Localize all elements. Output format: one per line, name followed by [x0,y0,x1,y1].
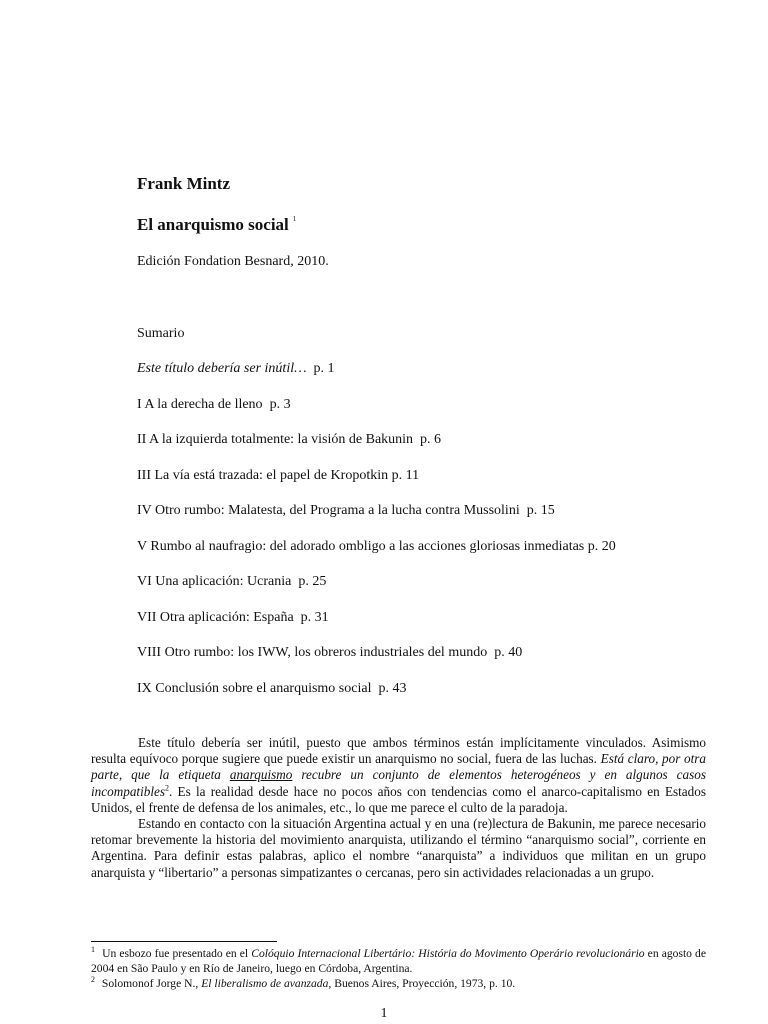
page-number: 1 [380,1006,388,1021]
footnotes [91,947,706,991]
toc-entry-text: IX Conclusión sobre el anarquismo social [137,680,372,696]
footnote-text: en agosto de 2004 en São Paulo y en Río de Janeiro, luego en Córdoba, Argentina. [91,947,706,975]
toc-entry-page: p. 15 [526,503,555,518]
toc-entry-page: p. 43 [378,680,407,696]
toc-entry-page: p. 20 [587,538,616,554]
toc-entry-page: p. 31 [300,609,329,625]
toc-entry-page: p. 25 [298,574,327,589]
table-of-contents [137,360,616,715]
toc-entry[interactable] [137,360,616,396]
toc-entry[interactable] [137,431,616,467]
toc-entry-text: V Rumbo al naufragio: del adorado ombligo a las acciones gloriosas inmediatas [137,538,585,554]
toc-entry-text: I A la derecha de lleno [137,396,263,412]
toc-entry-text: VIII Otro rumbo: los IWW, los obreros industriales del mundo [137,645,488,660]
toc-entry[interactable] [137,467,616,503]
author-name: Frank Mintz [137,174,231,193]
toc-entry-page: p. 3 [269,396,291,412]
toc-entry[interactable] [137,396,616,432]
footnote-number: 2 [91,974,95,984]
footnote-italic: El liberalismo de avanzada, [201,976,332,990]
body-text-run: . Es la realidad desde hace no pocos años con tendencias como el anarco-capitalismo en Estados Unidos, el frente de defensa de los animales, etc., lo que me parece el culto de la paradoja. [91,783,706,815]
title-footnote-ref[interactable]: 1 [292,215,297,223]
toc-entry[interactable] [137,644,616,680]
footnote-number: 1 [91,945,95,955]
edition-line: Edición Fondation Besnard, 2010. [137,254,329,269]
footnote-text: Solomonof Jorge N., [99,976,202,990]
toc-entry-page: p. 40 [494,645,523,660]
body-text-run: Este título debería ser inútil, puesto que ambos términos están implícitamente vinculados. Asimismo resulta equívoco porque sugiere que puede existir un anarquismo no social, fuera de las luchas. [91,735,706,767]
toc-entry[interactable] [137,538,616,574]
toc-entry-text: VII Otra aplicación: España [137,609,294,625]
toc-entry[interactable] [137,609,616,645]
body-text [91,735,706,881]
body-text-run: Está claro, por otra parte, que la etiqueta [91,751,706,783]
toc-entry-text: VI Una aplicación: Ucrania [137,574,292,589]
toc-entry[interactable] [137,502,616,538]
document-title-text: El anarquismo social [137,215,289,234]
summary-heading: Sumario [137,326,185,341]
underlined-term: anarquismo [229,767,293,783]
toc-entry-page: p. 1 [313,361,335,376]
footnote-text: Un esbozo fue presentado en el [99,947,252,960]
toc-entry-page: p. 6 [420,432,442,447]
body-paragraph [91,735,706,816]
footnote-ref[interactable]: 2 [165,783,169,793]
document-title [137,215,296,235]
footnote-2 [91,974,706,992]
body-paragraph: Estando en contacto con la situación Argentina actual y en una (re)lectura de Bakunin, me parece necesario retomar brevemente la historia del movimiento anarquista, utilizando el término “anarquismo social”, corriente en Argentina. Para definir estas palabras, aplico el nombre “anarquista” a individuos que militan en un grupo anarquista y “libertario” a personas simpatizantes o cercanas, pero sin actividades relacionadas a un grupo. [91,816,706,880]
footnote-text: Buenos Aires, Proyección, 1973, p. 10. [331,976,516,990]
toc-entry-text: III La vía está trazada: el papel de Kropotkin [137,467,389,483]
toc-entry-text: IV Otro rumbo: Malatesta, del Programa a la lucha contra Mussolini [137,503,520,518]
footnote-divider [91,941,277,942]
footnote-italic: Colóquio Internacional Libertário: História do Movimento Operário revolucionário [251,947,645,960]
toc-entry-text: Este título debería ser inútil… [137,361,307,376]
toc-entry-page: p. 11 [391,467,420,483]
toc-entry[interactable] [137,680,616,716]
body-text-run: recubre un conjunto de elementos heterogéneos y en algunos casos incompatibles [91,767,706,799]
toc-entry[interactable] [137,573,616,609]
footnote-1 [91,947,706,977]
toc-entry-text: II A la izquierda totalmente: la visión de Bakunin [137,432,414,447]
